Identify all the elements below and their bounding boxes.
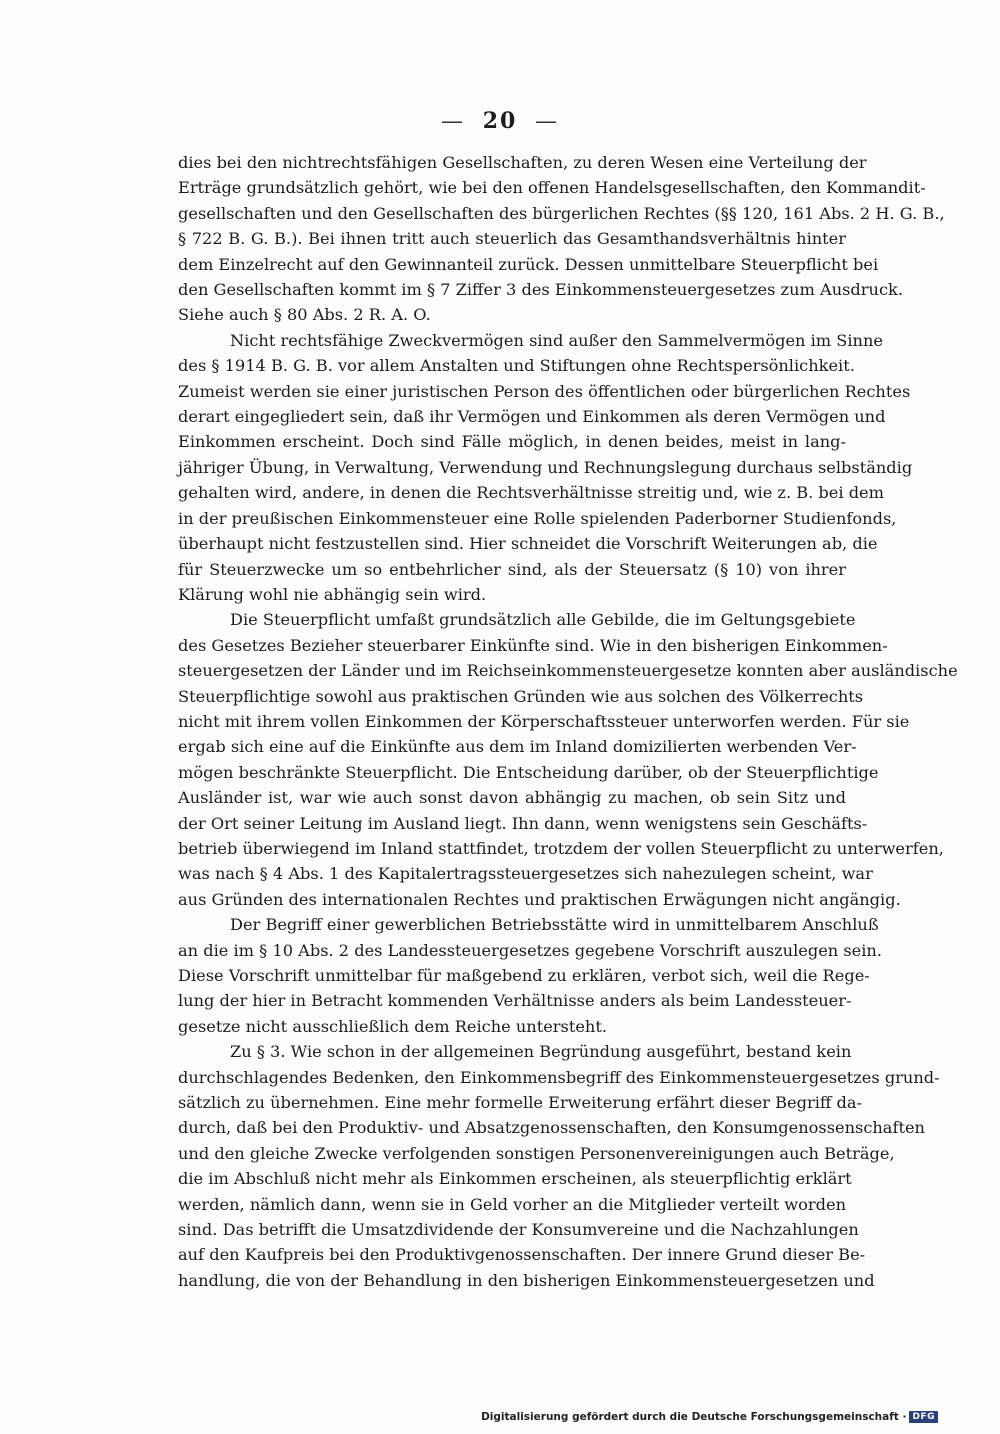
- text-line: dem Einzelrecht auf den Gewinnanteil zurück. Dessen unmittelbare Steuerpflicht bei: [178, 254, 879, 274]
- text-line: mögen beschränkte Steuerpflicht. Die Entscheidung darüber, ob der Steuerpflichtige: [178, 762, 879, 782]
- text-line: jähriger Übung, in Verwaltung, Verwendung und Rechnungslegung durchaus selbständig: [178, 457, 913, 477]
- body-text: [178, 150, 958, 1293]
- text-line: Klärung wohl nie abhängig sein wird.: [178, 584, 487, 604]
- text-line: durch, daß bei den Produktiv- und Absatzgenossenschaften, den Konsumgenossenschaften: [178, 1118, 925, 1138]
- text-line: sätzlich zu übernehmen. Eine mehr formelle Erweiterung erfährt dieser Begriff da-: [178, 1093, 863, 1113]
- footer-text: Digitalisierung gefördert durch die Deutsche Forschungsgemeinschaft ·: [481, 1411, 907, 1423]
- text-line: Diese Vorschrift unmittelbar für maßgebend zu erklären, verbot sich, weil die Rege-: [178, 966, 870, 985]
- text-line: Erträge grundsätzlich gehört, wie bei den offenen Handelsgesellschaften, den Kommandit-: [178, 178, 926, 198]
- text-line: durchschlagendes Bedenken, den Einkommensbegriff des Einkommensteuergesetzes grund-: [178, 1067, 940, 1087]
- text-line: gesellschaften und den Gesellschaften des bürgerlichen Rechtes (§§ 120, 161 Abs. 2 H. G. B.,: [178, 203, 945, 223]
- dfg-logo: DFG: [909, 1411, 938, 1423]
- text-line: auf den Kaufpreis bei den Produktivgenossenschaften. Der innere Grund dieser Be-: [178, 1245, 866, 1265]
- digitization-credit: [481, 1411, 938, 1423]
- text-line: Der Begriff einer gewerblichen Betriebsstätte wird in unmittelbarem Anschluß: [230, 915, 879, 935]
- text-line: gehalten wird, andere, in denen die Rechtsverhältnisse streitig und, wie z. B. bei dem: [178, 483, 884, 503]
- text-line: Zu § 3. Wie schon in der allgemeinen Begründung ausgeführt, bestand kein: [230, 1042, 852, 1062]
- text-line: gesetze nicht ausschließlich dem Reiche untersteht.: [178, 1016, 607, 1036]
- text-line: derart eingegliedert sein, daß ihr Vermögen und Einkommen als deren Vermögen und: [178, 407, 886, 427]
- text-line: überhaupt nicht festzustellen sind. Hier schneidet die Vorschrift Weiterungen ab, die: [178, 534, 878, 554]
- text-line: dies bei den nichtrechtsfähigen Gesellschaften, zu deren Wesen eine Verteilung der: [178, 153, 867, 172]
- text-line: Steuerpflichtige sowohl aus praktischen Gründen wie aus solchen des Völkerrechts: [178, 686, 864, 706]
- text-line: aus Gründen des internationalen Rechtes und praktischen Erwägungen nicht angängig.: [178, 889, 901, 909]
- text-line: sind. Das betrifft die Umsatzdividende der Konsumvereine und die Nachzahlungen: [178, 1220, 859, 1240]
- text-line: in der preußischen Einkommensteuer eine Rolle spielenden Paderborner Studienfonds,: [178, 508, 897, 528]
- text-line: der Ort seiner Leitung im Ausland liegt. Ihn dann, wenn wenigstens sein Geschäfts-: [178, 813, 868, 833]
- text-line: nicht mit ihrem vollen Einkommen der Körperschaftssteuer unterworfen werden. Für sie: [178, 711, 910, 731]
- text-line: des Gesetzes Bezieher steuerbarer Einkünfte sind. Wie in den bisherigen Einkommen-: [178, 635, 888, 655]
- text-line: den Gesellschaften kommt im § 7 Ziffer 3 des Einkommensteuergesetzes zum Ausdruck.: [178, 280, 903, 300]
- text-line: werden, nämlich dann, wenn sie in Geld vorher an die Mitglieder verteilt worden: [178, 1194, 846, 1214]
- header-dash-right: —: [534, 109, 559, 134]
- text-line: Einkommen erscheint. Doch sind Fälle möglich, in denen beides, meist in lang-: [178, 432, 846, 452]
- text-line: Die Steuerpflicht umfaßt grundsätzlich alle Gebilde, die im Geltungsgebiete: [230, 610, 856, 630]
- page-header: [0, 108, 1000, 134]
- text-line: für Steuerzwecke um so entbehrlicher sind, als der Steuersatz (§ 10) von ihrer: [178, 559, 846, 579]
- text-line: lung der hier in Betracht kommenden Verhältnisse anders als beim Landessteuer-: [178, 991, 852, 1011]
- text-line: handlung, die von der Behandlung in den bisherigen Einkommensteuergesetzen und: [178, 1270, 875, 1290]
- text-line: Nicht rechtsfähige Zweckvermögen sind außer den Sammelvermögen im Sinne: [230, 330, 883, 350]
- text-line: des § 1914 B. G. B. vor allem Anstalten und Stiftungen ohne Rechtspersönlichkeit.: [178, 356, 855, 376]
- text-line: Ausländer ist, war wie auch sonst davon abhängig zu machen, ob sein Sitz und: [178, 788, 846, 808]
- text-line: an die im § 10 Abs. 2 des Landessteuergesetzes gegebene Vorschrift auszulegen sein.: [178, 940, 882, 960]
- text-line: ergab sich eine auf die Einkünfte aus dem im Inland domizilierten werbenden Ver-: [178, 737, 857, 757]
- text-line: betrieb überwiegend im Inland stattfindet, trotzdem der vollen Steuerpflicht zu unterwerfen,: [178, 838, 944, 858]
- text-line: die im Abschluß nicht mehr als Einkommen erscheinen, als steuerpflichtig erklärt: [178, 1169, 852, 1189]
- text-line: steuergesetzen der Länder und im Reichseinkommensteuergesetze konnten aber ausländische: [178, 661, 958, 681]
- text-line: und den gleiche Zwecke verfolgenden sonstigen Personenvereinigungen auch Beträge,: [178, 1143, 895, 1163]
- page-number: 20: [482, 108, 518, 134]
- text-line: Zumeist werden sie einer juristischen Person des öffentlichen oder bürgerlichen Rechtes: [178, 381, 911, 401]
- text-line: Siehe auch § 80 Abs. 2 R. A. O.: [178, 305, 431, 325]
- text-line: was nach § 4 Abs. 1 des Kapitalertragssteuergesetzes sich nahezulegen scheint, war: [178, 864, 873, 884]
- text-line: § 722 B. G. B.). Bei ihnen tritt auch steuerlich das Gesamthandsverhältnis hinter: [178, 229, 846, 249]
- header-dash-left: —: [441, 109, 466, 134]
